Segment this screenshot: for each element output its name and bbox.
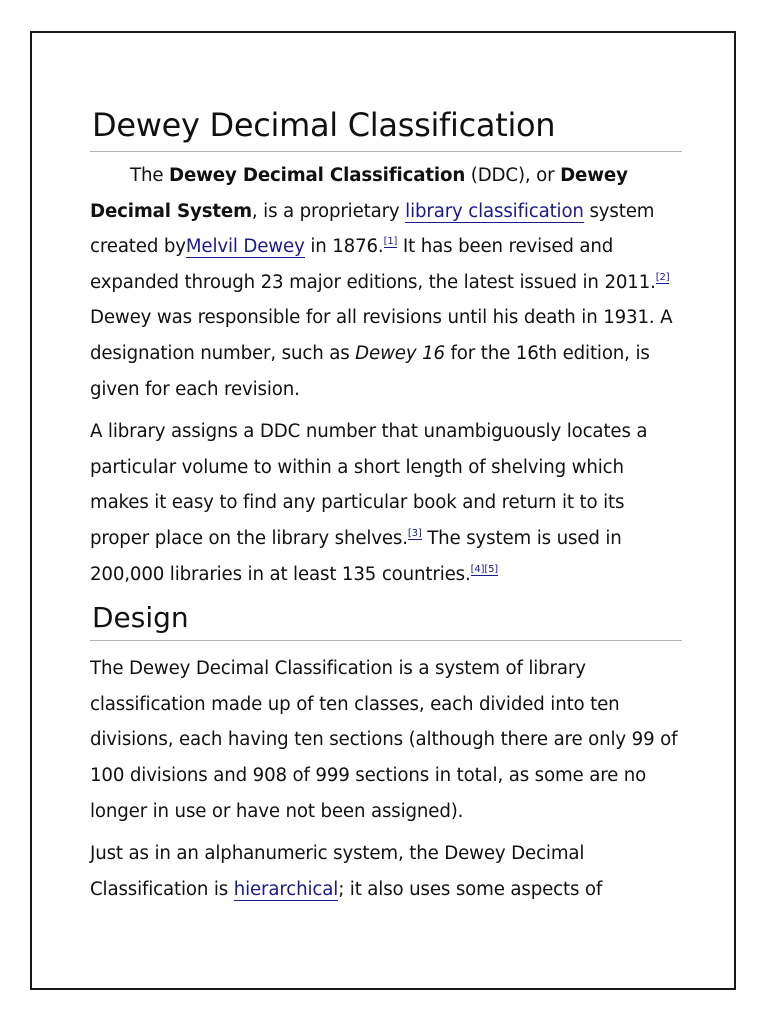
reference-3-link[interactable]: [3] (407, 527, 422, 539)
design-paragraph-1: The Dewey Decimal Classification is a system of library classification made up of ten classes, each divided into ten divisions, each having ten sections (although there are only 99 of 100 divisions and 908 of 999 sections in total, as some are no longer in use or have not been assigned). (90, 658, 678, 822)
term-dewey-16: Dewey 16 (355, 342, 445, 364)
intro-text-4: system created by (90, 200, 655, 258)
article-content (90, 103, 682, 907)
design-text-2: ; it also uses some aspects of (338, 878, 603, 900)
usage-text-1: A library assigns a DDC number that unambiguously locates a particular volume to within a short length of shelving which makes it easy to find any particular book and return it to its proper place on the library shelves. (90, 421, 648, 549)
design-paragraph-2 (90, 836, 682, 907)
usage-text-2: The system is used in 200,000 libraries in at least 135 countries. (90, 527, 622, 585)
library-classification-link[interactable]: library classification (405, 200, 584, 222)
term-ddc: Dewey Decimal Classification (169, 165, 466, 186)
term-dewey-decimal-system: Dewey Decimal System (90, 165, 628, 222)
intro-text-8: for the 16th edition, is given for each revision. (90, 342, 650, 400)
reference-4-link[interactable]: [4] (470, 563, 485, 575)
intro-text-7: Dewey was responsible for all revisions until his death in 1931. A designation number, such as (90, 307, 673, 364)
design-text-1: Just as in an alphanumeric system, the Dewey Decimal Classification is (90, 843, 585, 900)
intro-text-3: , is a proprietary (251, 200, 406, 222)
usage-paragraph (90, 414, 682, 592)
reference-5-link[interactable]: [5] (484, 563, 499, 575)
intro-text-2: (DDC), or (465, 165, 561, 186)
intro-text-1: The (130, 165, 170, 186)
design-heading: Design (90, 598, 682, 641)
intro-paragraph (90, 158, 682, 407)
hierarchical-link[interactable]: hierarchical (233, 878, 339, 900)
intro-text-5: in 1876. (304, 236, 384, 258)
article-title: Dewey Decimal Classification (90, 103, 682, 152)
reference-2-link[interactable]: [2] (655, 271, 670, 283)
melvil-dewey-link[interactable]: Melvil Dewey (185, 236, 305, 258)
intro-text-6: It has been revised and expanded through 23 major editions, the latest issued in 2011. (90, 236, 656, 293)
reference-1-link[interactable]: [1] (383, 236, 398, 248)
document-page (30, 31, 736, 990)
